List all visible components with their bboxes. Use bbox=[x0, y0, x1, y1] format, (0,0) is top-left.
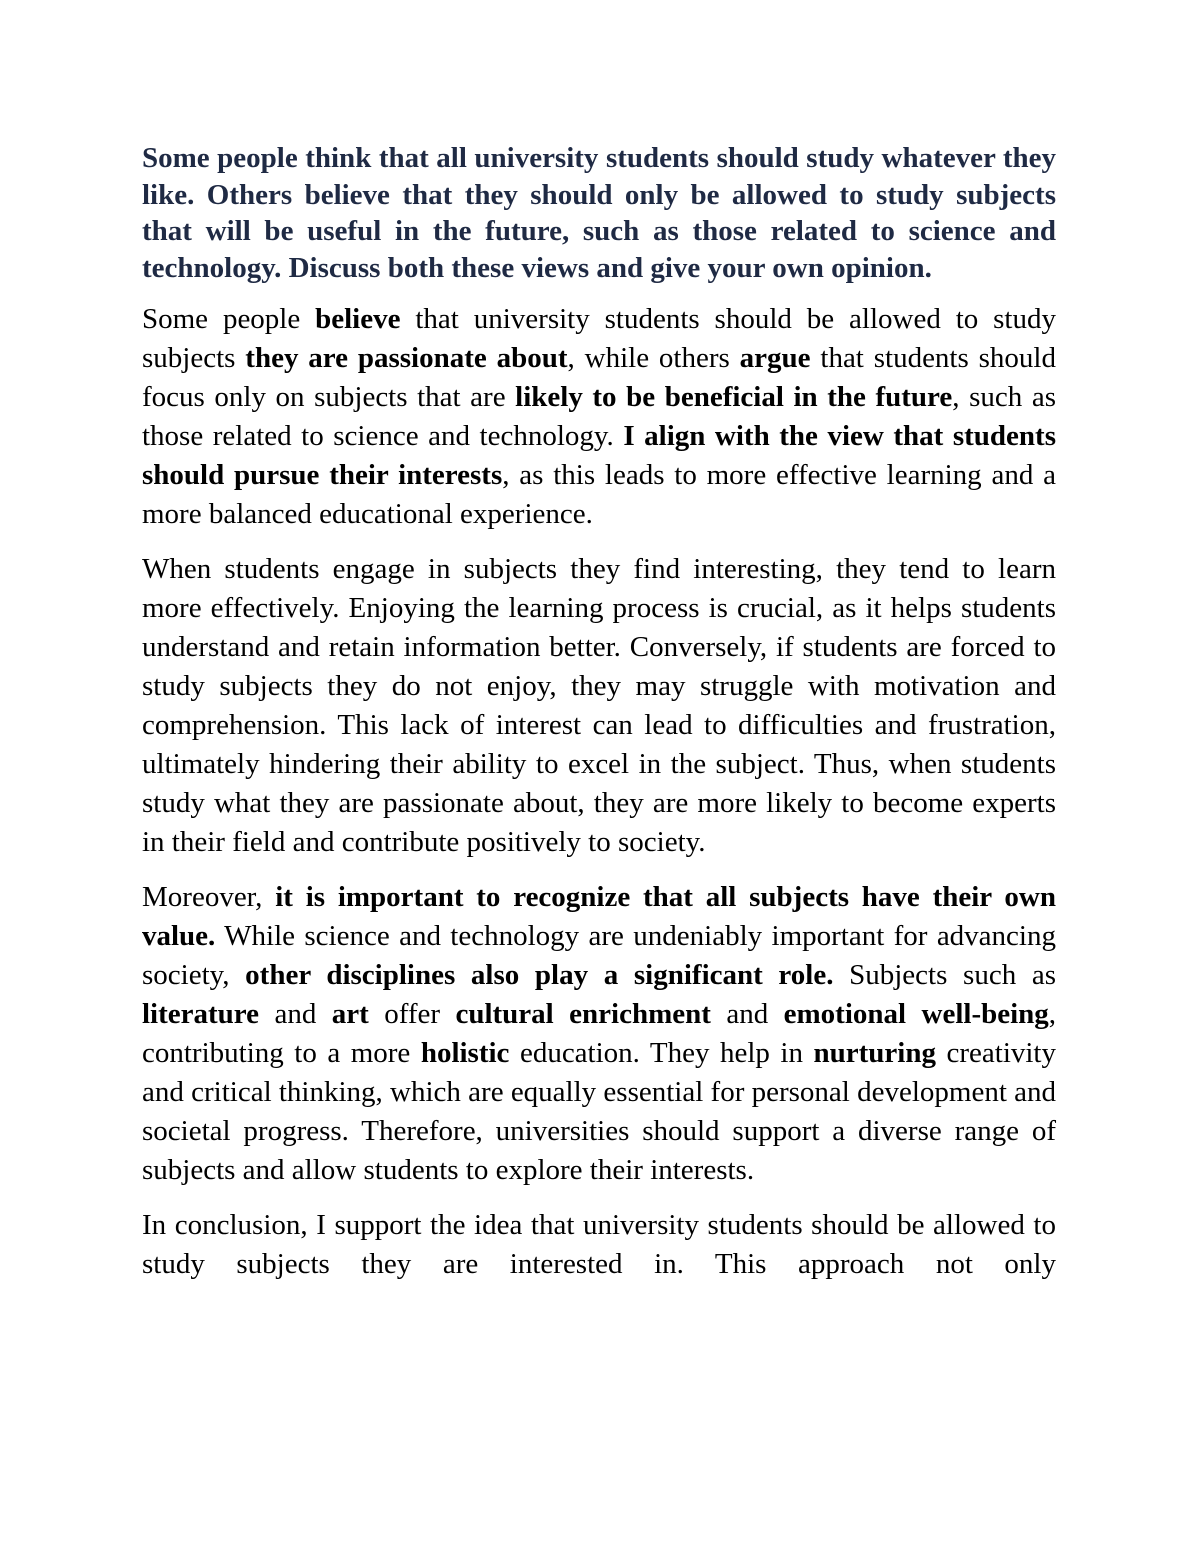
text-segment: Some people bbox=[142, 303, 316, 335]
essay-paragraph bbox=[142, 300, 1056, 534]
text-segment: that students should focus only on subjects that are bbox=[142, 342, 1056, 413]
text-segment: education. They help in bbox=[509, 1037, 814, 1069]
text-segment: Moreover, bbox=[142, 881, 276, 913]
bold-text-segment: emotional well-being bbox=[783, 998, 1049, 1030]
text-segment: and bbox=[259, 998, 332, 1030]
bold-text-segment: it is important to recognize that all subjects have their own value. bbox=[142, 881, 1056, 952]
text-segment: , while others bbox=[567, 342, 740, 374]
text-segment: that university students should be allowed to study subjects bbox=[142, 303, 1056, 374]
text-segment: and bbox=[710, 998, 784, 1030]
text-segment: While science and technology are undeniably important for advancing society, bbox=[142, 920, 1056, 991]
bold-text-segment: literature bbox=[142, 998, 260, 1030]
essay-paragraph bbox=[142, 878, 1056, 1190]
bold-text-segment: art bbox=[331, 998, 369, 1030]
essay-prompt: Some people think that all university students should study whatever they like. Others believe that they should only be allowed to study subjects that will be useful in the future, such as those related to science and technology. Discuss both these views and give your own opinion. bbox=[142, 142, 1056, 284]
text-segment: Subjects such as bbox=[833, 959, 1057, 991]
document-page bbox=[142, 140, 1056, 1300]
essay-paragraph bbox=[142, 1206, 1056, 1284]
bold-text-segment: argue bbox=[739, 342, 811, 374]
essay-paragraph bbox=[142, 550, 1056, 862]
bold-text-segment: other disciplines also play a significant role. bbox=[245, 959, 834, 991]
text-segment: When students engage in subjects they find interesting, they tend to learn more effectively. Enjoying the learning process is crucial, as it helps students understand and retain information better. Conversely, if students are forced to study subjects they do not enjoy, they may struggle with motivation and comprehension. This lack of interest can lead to difficulties and frustration, ultimately hindering their ability to excel in the subject. Thus, when students study what they are passionate about, they are more likely to become experts in their field and contribute positively to society. bbox=[142, 553, 1056, 858]
text-segment: , contributing to a more bbox=[142, 998, 1057, 1069]
bold-text-segment: holistic bbox=[420, 1037, 510, 1069]
text-segment: offer bbox=[368, 998, 456, 1030]
bold-text-segment: they are passionate about bbox=[245, 342, 568, 374]
text-segment: , as this leads to more effective learning and a more balanced educational experience. bbox=[142, 459, 1056, 530]
bold-text-segment: likely to be beneficial in the future bbox=[515, 381, 953, 413]
bold-text-segment: believe bbox=[315, 303, 401, 335]
bold-text-segment: nurturing bbox=[813, 1037, 936, 1069]
essay-body bbox=[142, 300, 1056, 1284]
bold-text-segment: I align with the view that students should pursue their interests bbox=[142, 420, 1056, 491]
text-segment: creativity and critical thinking, which are equally essential for personal development and societal progress. Therefore, universities should support a diverse range of subjects and allow students to explore their interests. bbox=[142, 1037, 1056, 1186]
text-segment: In conclusion, I support the idea that university students should be allowed to study subjects they are interested in. This approach not only bbox=[142, 1209, 1056, 1280]
text-segment: , such as those related to science and technology. bbox=[142, 381, 1056, 452]
bold-text-segment: cultural enrichment bbox=[455, 998, 711, 1030]
